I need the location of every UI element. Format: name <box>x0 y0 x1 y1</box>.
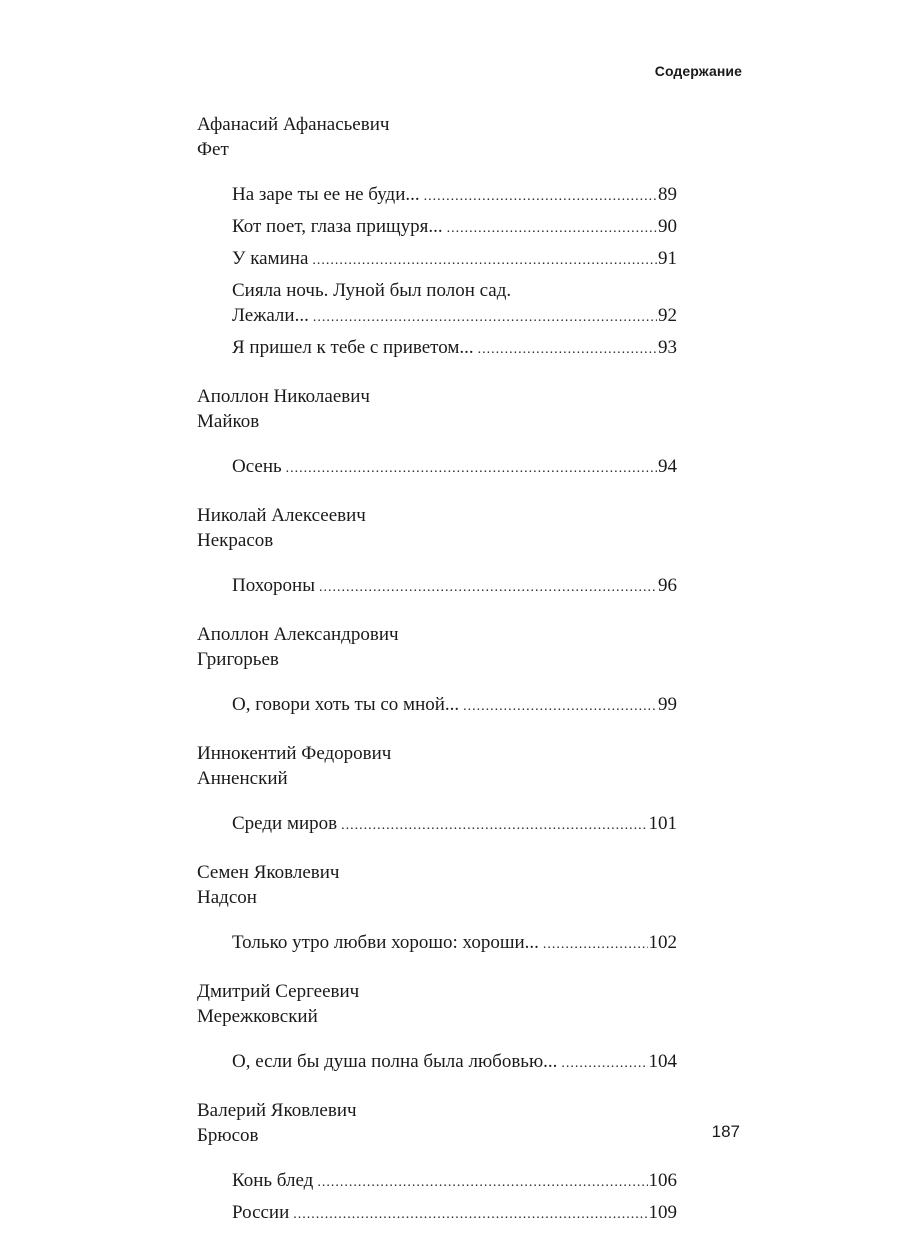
entry-title: На заре ты ее не буди... <box>232 184 420 205</box>
entry-title: России <box>232 1202 290 1223</box>
author-last-name: Фет <box>197 139 229 160</box>
author-last-name: Майков <box>197 411 260 432</box>
entry-page-number: 93 <box>658 337 677 358</box>
dot-leader <box>293 1202 647 1227</box>
author-name <box>197 112 677 162</box>
author-first-name: Иннокентий Федорович <box>197 743 392 764</box>
entry-title: О, говори хоть ты со мной... <box>232 694 460 715</box>
entry-page-number: 109 <box>648 1202 677 1223</box>
entry-list <box>197 1168 677 1227</box>
entry-list <box>197 930 677 957</box>
author-first-name: Семен Яковлевич <box>197 862 340 883</box>
author-last-name: Анненский <box>197 768 288 789</box>
entry-page-number: 99 <box>658 694 677 715</box>
author-last-name: Надсон <box>197 887 257 908</box>
entry-page-number: 89 <box>658 184 677 205</box>
running-head: Содержание <box>654 63 742 79</box>
entry-title: Кот поет, глаза прищуря... <box>232 216 443 237</box>
toc-entry[interactable] <box>232 335 677 362</box>
author-first-name: Афанасий Афанасьевич <box>197 114 390 135</box>
entry-page-number: 96 <box>658 575 677 596</box>
author-last-name: Брюсов <box>197 1125 259 1146</box>
toc-entry[interactable] <box>232 692 677 719</box>
author-first-name: Валерий Яковлевич <box>197 1100 357 1121</box>
toc-entry[interactable] <box>232 1200 677 1227</box>
entry-list <box>197 573 677 600</box>
entry-list <box>197 182 677 362</box>
dot-leader <box>317 1170 647 1195</box>
toc-section-fet <box>197 112 677 362</box>
dot-leader <box>312 248 657 273</box>
toc-section-nadson <box>197 860 677 957</box>
toc-entry[interactable] <box>232 214 677 241</box>
author-name <box>197 860 677 910</box>
entry-page-number: 90 <box>658 216 677 237</box>
author-first-name: Аполлон Александрович <box>197 624 399 645</box>
toc-section-bryusov <box>197 1098 677 1227</box>
entry-title: Среди миров <box>232 813 338 834</box>
author-first-name: Дмитрий Сергеевич <box>197 981 360 1002</box>
entry-page-number: 106 <box>648 1170 677 1191</box>
dot-leader <box>313 305 657 330</box>
dot-leader <box>463 694 657 719</box>
entry-page-number: 104 <box>648 1051 677 1072</box>
entry-page-number: 91 <box>658 248 677 269</box>
entry-list <box>197 1049 677 1076</box>
entry-title: Я пришел к тебе с приветом... <box>232 337 474 358</box>
toc-entry[interactable] <box>232 246 677 273</box>
entry-title: Осень <box>232 456 282 477</box>
dot-leader <box>478 337 657 362</box>
toc-entry[interactable] <box>232 1049 677 1076</box>
toc-entry[interactable] <box>232 930 677 957</box>
toc-entry[interactable] <box>232 182 677 209</box>
toc-section-nekrasov <box>197 503 677 600</box>
toc-entry[interactable] <box>232 454 677 481</box>
author-last-name: Некрасов <box>197 530 274 551</box>
entry-title: Только утро любви хорошо: хороши... <box>232 932 539 953</box>
dot-leader <box>561 1051 647 1076</box>
author-name <box>197 1098 677 1148</box>
entry-page-number: 101 <box>648 813 677 834</box>
author-name <box>197 384 677 434</box>
entry-title: Похороны <box>232 575 315 596</box>
toc-entry[interactable] <box>232 278 677 330</box>
page-number: 187 <box>711 1122 740 1141</box>
toc-section-maikov <box>197 384 677 481</box>
toc-entry[interactable] <box>232 811 677 838</box>
entry-list <box>197 811 677 838</box>
dot-leader <box>447 216 657 241</box>
author-first-name: Николай Алексеевич <box>197 505 366 526</box>
entry-list <box>197 692 677 719</box>
dot-leader <box>341 813 647 838</box>
entry-title: У камина <box>232 248 309 269</box>
dot-leader <box>424 184 657 209</box>
author-name <box>197 979 677 1029</box>
entry-title: О, если бы душа полна была любовью... <box>232 1051 558 1072</box>
author-name <box>197 622 677 672</box>
author-name <box>197 741 677 791</box>
entry-title: Конь блед <box>232 1170 314 1191</box>
entry-page-number: 102 <box>648 932 677 953</box>
author-first-name: Аполлон Николаевич <box>197 386 370 407</box>
toc-entry[interactable] <box>232 573 677 600</box>
entry-title-line1: Сияла ночь. Луной был полон сад. <box>232 280 512 301</box>
entry-page-number: 94 <box>658 456 677 477</box>
toc-entry[interactable] <box>232 1168 677 1195</box>
toc-section-annensky <box>197 741 677 838</box>
toc-section-merezhkovsky <box>197 979 677 1076</box>
author-last-name: Мережковский <box>197 1006 318 1027</box>
entry-list <box>197 454 677 481</box>
entry-title-line2: Лежали... <box>232 305 309 326</box>
entry-page-number: 92 <box>658 305 677 326</box>
dot-leader <box>286 456 657 481</box>
toc-section-grigoriev <box>197 622 677 719</box>
dot-leader <box>543 932 648 957</box>
author-name <box>197 503 677 553</box>
table-of-contents <box>197 112 677 1249</box>
author-last-name: Григорьев <box>197 649 279 670</box>
dot-leader <box>319 575 657 600</box>
